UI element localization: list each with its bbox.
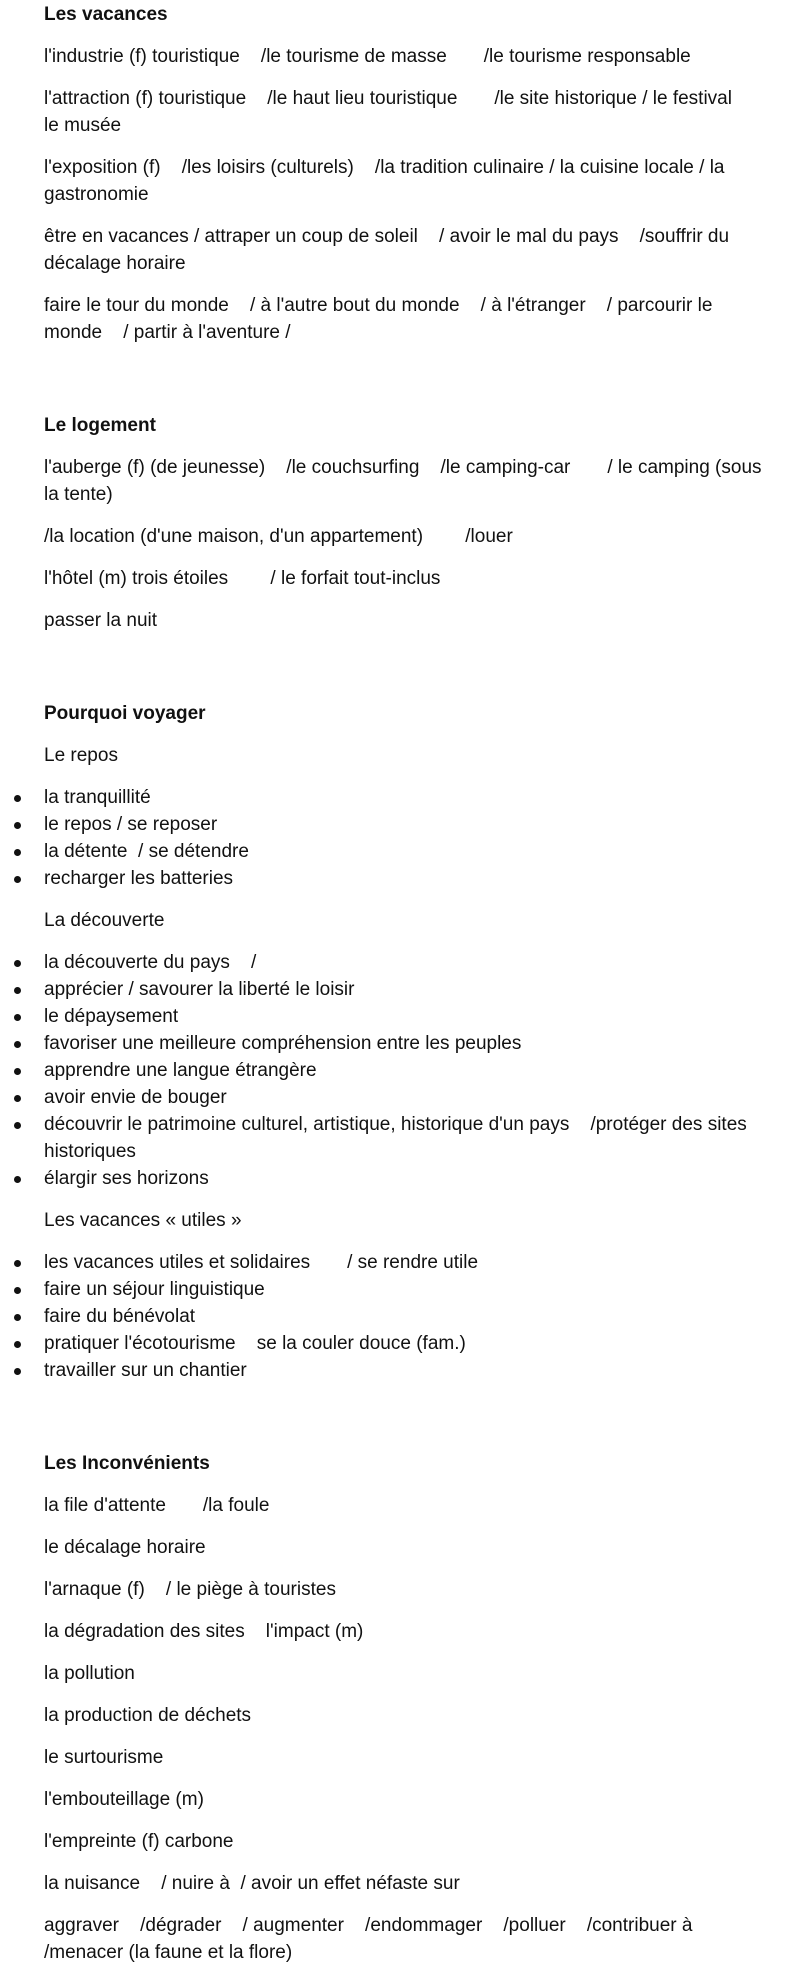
list-item: faire du bénévolat [44, 1303, 766, 1330]
list-item: apprendre une langue étrangère [44, 1057, 766, 1084]
paragraph: l'empreinte (f) carbone [44, 1831, 234, 1852]
section-heading-inconvenients: Les Inconvénients [44, 1453, 210, 1474]
list-item: favoriser une meilleure compréhension entre les peuples [44, 1030, 766, 1057]
list-item: le dépaysement [44, 1003, 766, 1030]
list-item: élargir ses horizons [44, 1165, 766, 1192]
subheading-repos: Le repos [44, 745, 118, 766]
list-item: les vacances utiles et solidaires / se rendre utile [44, 1249, 766, 1276]
list-item: la découverte du pays / [44, 949, 766, 976]
section-logement [44, 412, 766, 634]
list-item: recharger les batteries [44, 865, 766, 892]
list-item: le repos / se reposer [44, 811, 766, 838]
section-inconvenients [44, 1450, 766, 1966]
paragraph: la production de déchets [44, 1705, 252, 1726]
paragraph: l'attraction (f) touristique /le haut lieu touristique /le site historique / le festival le musée [44, 88, 754, 136]
paragraph: la file d'attente /la foule [44, 1495, 270, 1516]
list-item: la tranquillité [44, 784, 766, 811]
section-heading-logement: Le logement [44, 415, 156, 436]
subheading-utiles: Les vacances « utiles » [44, 1210, 242, 1231]
paragraph: être en vacances / attraper un coup de soleil / avoir le mal du pays /souffrir du décalage horaire [44, 226, 735, 274]
paragraph: /la location (d'une maison, d'un appartement) /louer [44, 526, 513, 547]
paragraph: l'industrie (f) touristique /le tourisme de masse /le tourisme responsable [44, 46, 691, 67]
paragraph: le surtourisme [44, 1747, 164, 1768]
paragraph: l'hôtel (m) trois étoiles / le forfait tout-inclus [44, 568, 441, 589]
paragraph: la dégradation des sites l'impact (m) [44, 1621, 364, 1642]
bullet-list-decouverte [44, 949, 766, 1192]
paragraph: l'embouteillage (m) [44, 1789, 204, 1810]
section-heading-pourquoi: Pourquoi voyager [44, 703, 206, 724]
paragraph: l'exposition (f) /les loisirs (culturels) /la tradition culinaire / la cuisine locale / la gastronomie [44, 157, 730, 205]
section-pourquoi-voyager [44, 700, 766, 1384]
section-vacances [44, 0, 766, 346]
list-item: faire un séjour linguistique [44, 1276, 766, 1303]
section-heading-vacances: Les vacances [44, 4, 168, 25]
paragraph: le décalage horaire [44, 1537, 206, 1558]
paragraph: passer la nuit [44, 610, 158, 631]
list-item: apprécier / savourer la liberté le loisir [44, 976, 766, 1003]
list-item: avoir envie de bouger [44, 1084, 766, 1111]
list-item: pratiquer l'écotourisme se la couler douce (fam.) [44, 1330, 766, 1357]
paragraph: l'arnaque (f) / le piège à touristes [44, 1579, 336, 1600]
paragraph: la nuisance / nuire à / avoir un effet néfaste sur [44, 1873, 460, 1894]
list-item: découvrir le patrimoine culturel, artistique, historique d'un pays /protéger des sites historiques [44, 1111, 766, 1165]
paragraph: l'auberge (f) (de jeunesse) /le couchsurfing /le camping-car / le camping (sous la tente) [44, 457, 767, 505]
subheading-decouverte: La découverte [44, 910, 165, 931]
bullet-list-utiles [44, 1249, 766, 1384]
bullet-list-repos [44, 784, 766, 892]
list-item: travailler sur un chantier [44, 1357, 766, 1384]
paragraph: aggraver /dégrader / augmenter /endommager /polluer /contribuer à /menacer (la faune et la flore) [44, 1915, 698, 1963]
paragraph: faire le tour du monde / à l'autre bout du monde / à l'étranger / parcourir le monde / partir à l'aventure / [44, 295, 718, 343]
list-item: la détente / se détendre [44, 838, 766, 865]
paragraph: la pollution [44, 1663, 135, 1684]
